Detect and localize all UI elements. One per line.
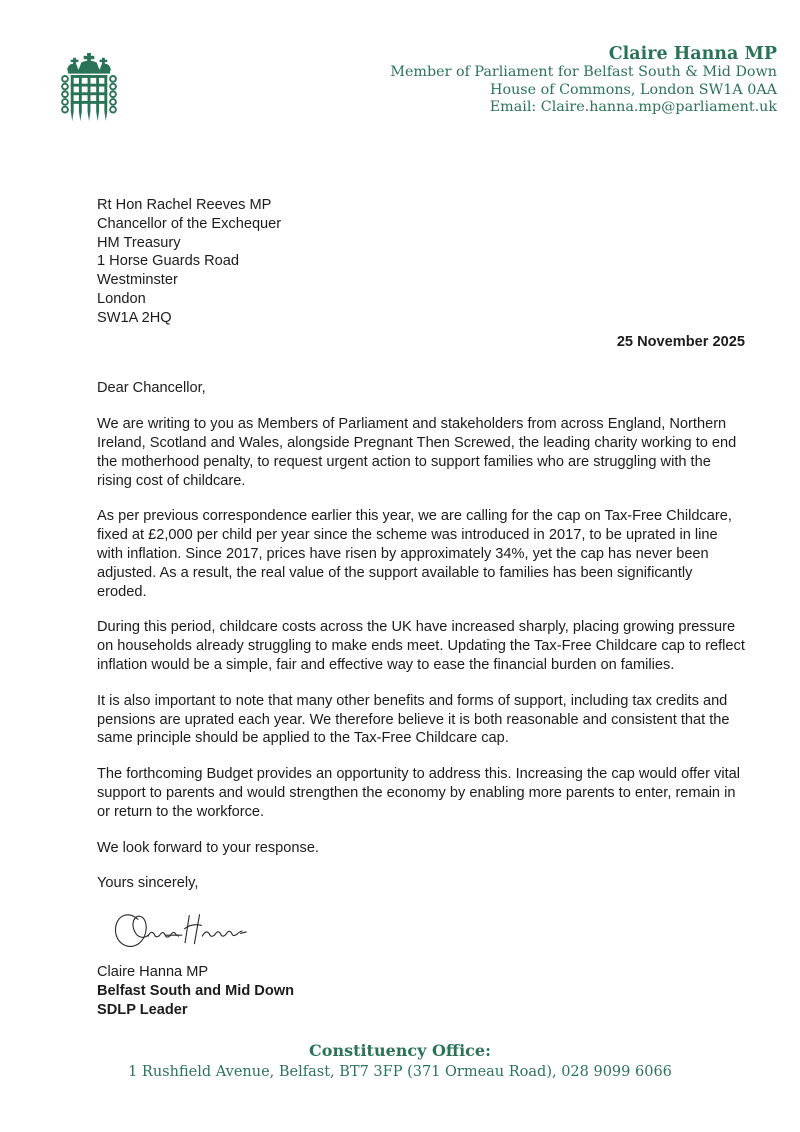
recipient-line: Westminster bbox=[97, 272, 178, 289]
constituency-office-footer bbox=[0, 1040, 800, 1082]
recipient-line: 1 Horse Guards Road bbox=[97, 253, 239, 270]
footer-address: 1 Rushfield Avenue, Belfast, BT7 3FP (371 Ormeau Road), 028 9099 6066 bbox=[128, 1064, 672, 1080]
recipient-line: SW1A 2HQ bbox=[97, 309, 172, 326]
mp-name: Claire Hanna MP bbox=[608, 44, 777, 64]
letter-date: 25 November 2025 bbox=[616, 333, 745, 350]
mp-title-line: Member of Parliament for Belfast South & Mid Down bbox=[390, 64, 777, 80]
body-paragraph: It is also important to note that many other benefits and forms of support, including tax credits and pensions are uprated each year. We therefore believe it is both reasonable and consistent that the same principle should be applied to the Tax-Free Childcare cap. bbox=[97, 692, 730, 747]
recipient-line: Chancellor of the Exchequer bbox=[97, 215, 282, 232]
body-paragraph: During this period, childcare costs across the UK have increased sharply, placing growing pressure on households already struggling to make ends meet. Updating the Tax-Free Childcare cap to reflect inflation would be a simple, fair and effective way to ease the financial burden on families. bbox=[97, 619, 745, 673]
handwritten-signature bbox=[109, 905, 249, 957]
signatory-constituency: Belfast South and Mid Down bbox=[97, 982, 295, 999]
body-paragraph: The forthcoming Budget provides an opportunity to address this. Increasing the cap would offer vital support to parents and would strengthen the economy by enabling more parents to enter, remain in or return to the workforce. bbox=[97, 766, 741, 820]
mp-address-line: House of Commons, London SW1A 0AA bbox=[490, 81, 777, 98]
letterhead bbox=[390, 44, 777, 117]
signatory-name: Claire Hanna MP bbox=[97, 964, 209, 981]
recipient-line: Rt Hon Rachel Reeves MP bbox=[97, 197, 272, 213]
letter-content bbox=[97, 196, 745, 1020]
salutation: Dear Chancellor, bbox=[97, 380, 206, 397]
body-paragraph: We look forward to your response. bbox=[97, 839, 319, 856]
body-paragraph: We are writing to you as Members of Parliament and stakeholders from across England, Northern Ireland, Scotland and Wales, alongside Pregnant Then Screwed, the leading charity working to end the motherhood penalty, to request urgent action to support families who are struggling with the rising cost of childcare. bbox=[97, 416, 737, 489]
recipient-line: London bbox=[97, 290, 146, 307]
signatory-role: SDLP Leader bbox=[97, 1001, 188, 1018]
parliament-portcullis-icon bbox=[60, 52, 118, 124]
recipient-line: HM Treasury bbox=[97, 234, 181, 251]
body-paragraph: As per previous correspondence earlier this year, we are calling for the cap on Tax-Free Childcare, fixed at £2,000 per child per year since the scheme was introduced in 2017, to be uprated in line with inflation. Since 2017, prices have risen by approximately 34%, yet the cap has never been adjusted. As a result, the real value of the support available to families has been significantly eroded. bbox=[97, 508, 732, 600]
mp-email-line: Email: Claire.hanna.mp@parliament.uk bbox=[489, 99, 777, 115]
valediction: Yours sincerely, bbox=[97, 875, 199, 892]
footer-title: Constituency Office: bbox=[309, 1041, 491, 1060]
recipient-address-block bbox=[97, 196, 745, 328]
